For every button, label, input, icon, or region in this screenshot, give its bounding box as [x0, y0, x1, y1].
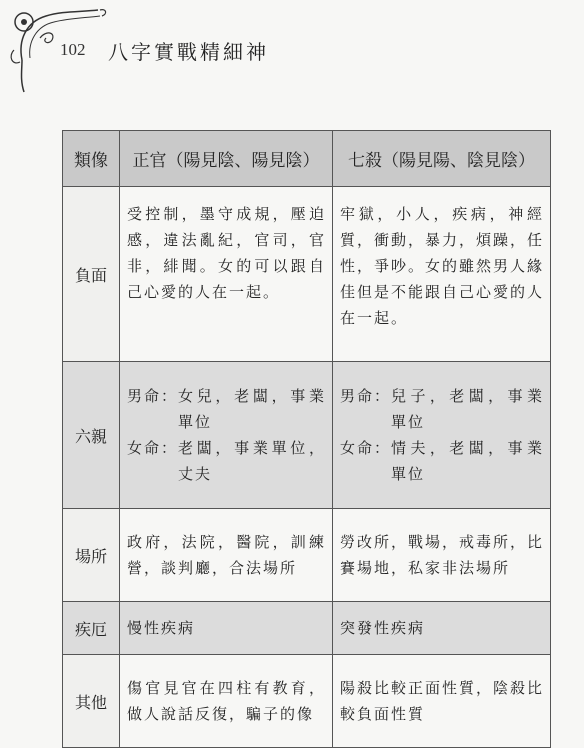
header-category: 類像	[63, 131, 120, 187]
book-title: 八字實戰精細神	[108, 40, 269, 64]
row-cell-qisha: 勞改所，戰場，戒毒所，比賽場地，私家非法場所	[333, 509, 551, 602]
entry-text: 女兒，老闆，事業單位	[178, 387, 326, 431]
entry-label: 女命：	[340, 439, 392, 457]
relative-entry	[127, 383, 326, 435]
row-cell-qisha: 突發性疾病	[333, 602, 551, 655]
table-row	[63, 655, 551, 748]
row-cell-zhengguan: 受控制，墨守成規，壓迫感，違法亂紀，官司，官非，緋聞。女的可以跟自己心愛的人在一起。	[120, 187, 333, 362]
entry-text: 兒子，老闆，事業單位	[391, 387, 544, 431]
row-cell-zhengguan	[120, 362, 333, 509]
row-cell-qisha: 陽殺比較正面性質，陰殺比較負面性質	[333, 655, 551, 748]
row-cell-zhengguan: 傷官見官在四柱有教育，做人說話反復，騙子的像	[120, 655, 333, 748]
relative-entry	[127, 435, 326, 487]
table-row	[63, 362, 551, 509]
row-category: 疾厄	[63, 602, 120, 655]
table-header-row	[63, 131, 551, 187]
entry-label: 男命：	[127, 387, 179, 405]
comparison-table	[62, 130, 551, 748]
page-number: 102	[60, 40, 86, 59]
row-cell-zhengguan: 政府，法院，醫院，訓練營，談判廳，合法場所	[120, 509, 333, 602]
entry-text: 老闆，事業單位，丈夫	[178, 439, 326, 483]
header-qisha: 七殺（陽見陽、陰見陰）	[333, 131, 551, 187]
header-zhengguan: 正官（陽見陰、陽見陰）	[120, 131, 333, 187]
entry-label: 女命：	[127, 439, 179, 457]
entry-text: 情夫，老闆，事業單位	[391, 439, 544, 483]
relative-entry	[340, 383, 544, 435]
row-category: 場所	[63, 509, 120, 602]
row-cell-zhengguan: 慢性疾病	[120, 602, 333, 655]
relative-entry	[340, 435, 544, 487]
row-category: 負面	[63, 187, 120, 362]
row-category: 六親	[63, 362, 120, 509]
table-row	[63, 509, 551, 602]
entry-label: 男命：	[340, 387, 392, 405]
row-cell-qisha: 牢獄，小人，疾病，神經質，衝動，暴力，煩躁，任性，爭吵。女的雖然男人緣佳但是不能跟自己心愛的人在一起。	[333, 187, 551, 362]
row-category: 其他	[63, 655, 120, 748]
row-cell-qisha	[333, 362, 551, 509]
table-row	[63, 187, 551, 362]
table-row	[63, 602, 551, 655]
